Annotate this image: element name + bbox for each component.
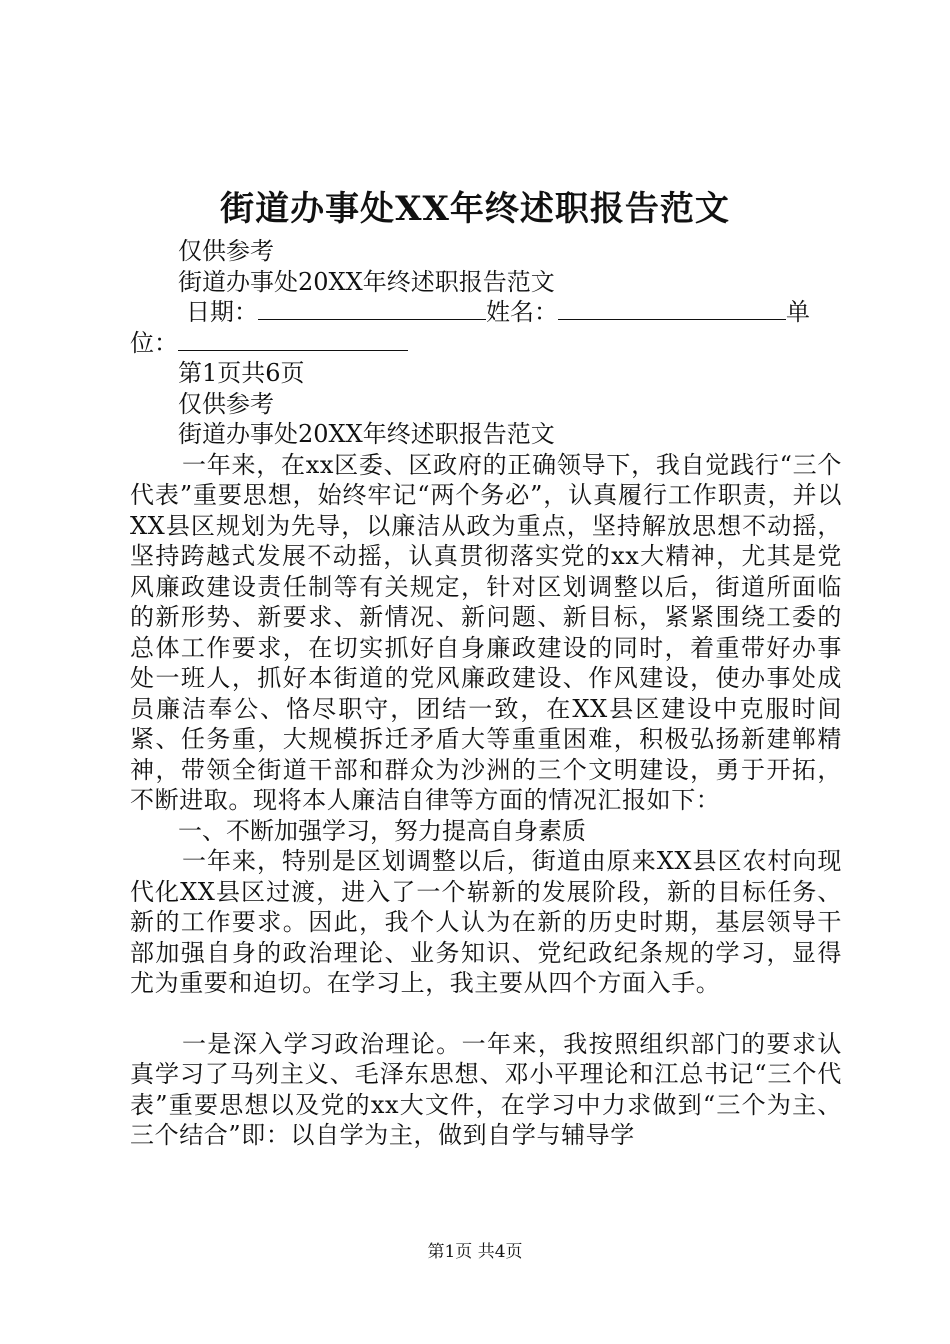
unit-blank-field xyxy=(178,328,408,351)
document-subtitle-repeat: 街道办事处20XX年终述职报告范文 xyxy=(178,420,555,448)
date-label: 日期： xyxy=(186,298,258,326)
unit-label-part1: 单 xyxy=(786,298,810,326)
paragraph-intro: 一年来，在xx区委、区政府的正确领导下，我自觉践行“三个代表”重要思想，始终牢记“两个务必”，认真履行工作职责，并以XX县区规划为先导，以廉洁从政为重点，坚持解放思想不动摇，坚持跨越式发展不动摇，认真贯彻落实党的xx大精神，尤其是党风廉政建设责任制等有关规定，针对区划调整以后，街道所面临的新形势、新要求、新情况、新问题、新目标，紧紧围绕工委的总体工作要求，在切实抓好自身廉政建设的同时，着重带好办事处一班人，抓好本街道的党风廉政建设、作风建设，使办事处成员廉洁奉公、恪尽职守，团结一致，在XX县区建设中克服时间紧、任务重，大规模拆迁矛盾大等重重困难，积极弘扬新建郸精神，带领全街道干部和群众为沙洲的三个文明建设，勇于开拓，不断进取。现将本人廉洁自律等方面的情况汇报如下： xyxy=(130,450,842,814)
name-label: 姓名： xyxy=(486,298,558,326)
page-footer: 第1页 共4页 xyxy=(427,1242,523,1262)
section-heading: 一、不断加强学习，努力提高自身素质 xyxy=(178,816,586,845)
paragraph-theory: 一是深入学习政治理论。一年来，我按照组织部门的要求认真学习了马列主义、毛泽东思想、邓小平理论和江总书记“三个代表”重要思想以及党的xx大文件，在学习中力求做到“三个为主、三个结合”即：以自学为主，做到自学与辅导学 xyxy=(130,1029,842,1149)
meta-unit-row xyxy=(130,328,842,359)
paragraph-study: 一年来，特别是区划调整以后，街道由原来XX县区农村向现代化XX县区过渡，进入了一个崭新的发展阶段，新的目标任务、新的工作要求。因此，我个人认为在新的历史时期，基层领导干部加强自身的政治理论、业务知识、党纪政纪条规的学习，显得尤为重要和迫切。在学习上，我主要从四个方面入手。 xyxy=(130,847,842,997)
date-blank-field xyxy=(258,297,486,320)
name-blank-field xyxy=(558,297,786,320)
meta-fields-row xyxy=(130,297,842,328)
document-title: 街道办事处XX年终述职报告范文 xyxy=(220,189,730,229)
reference-label-repeat: 仅供参考 xyxy=(178,389,274,418)
document-body xyxy=(130,236,842,1151)
reference-label: 仅供参考 xyxy=(178,237,274,265)
unit-label-part2: 位： xyxy=(130,328,178,357)
page-note: 第1页共6页 xyxy=(178,359,305,387)
paragraph-spacer xyxy=(130,999,842,1029)
document-subtitle: 街道办事处20XX年终述职报告范文 xyxy=(178,267,555,296)
